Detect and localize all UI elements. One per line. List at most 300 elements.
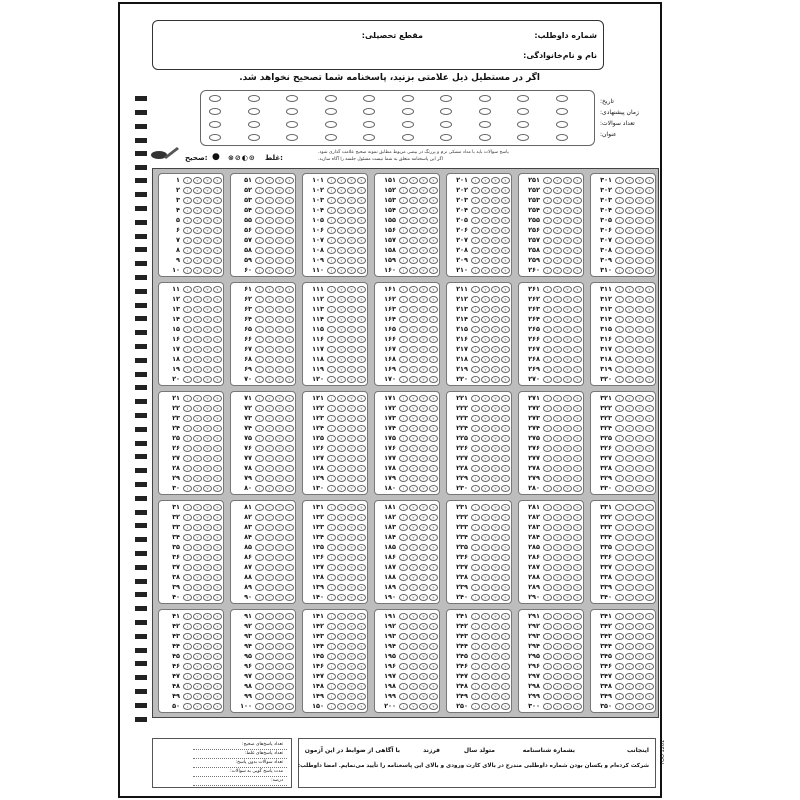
answer-bubble[interactable]: ۴ (573, 376, 582, 383)
answer-bubble[interactable]: ۴ (501, 633, 510, 640)
answer-bubble[interactable]: ۱ (471, 623, 480, 630)
answer-bubble[interactable]: ۲ (409, 673, 418, 680)
answer-bubble[interactable]: ۱ (255, 376, 264, 383)
answer-bubble[interactable]: ۱ (399, 485, 408, 492)
answer-bubble[interactable]: ۱ (543, 346, 552, 353)
answer-bubble[interactable]: ۳ (419, 187, 428, 194)
answer-bubble[interactable]: ۲ (193, 286, 202, 293)
answer-bubble[interactable]: ۳ (347, 435, 356, 442)
answer-bubble[interactable]: ۱ (471, 653, 480, 660)
answer-bubble[interactable]: ۴ (645, 683, 654, 690)
answer-bubble[interactable]: ۴ (213, 623, 222, 630)
answer-bubble[interactable]: ۳ (419, 673, 428, 680)
answer-bubble[interactable]: ۲ (337, 316, 346, 323)
answer-bubble[interactable]: ۲ (553, 316, 562, 323)
answer-bubble[interactable]: ۲ (265, 653, 274, 660)
answer-bubble[interactable]: ۱ (615, 237, 624, 244)
answer-bubble[interactable]: ۴ (645, 574, 654, 581)
answer-bubble[interactable]: ۱ (255, 435, 264, 442)
answer-bubble[interactable]: ۳ (563, 703, 572, 710)
answer-bubble[interactable]: ۲ (193, 336, 202, 343)
code-bubble[interactable] (479, 108, 491, 115)
answer-bubble[interactable]: ۱ (543, 237, 552, 244)
answer-bubble[interactable]: ۴ (573, 475, 582, 482)
answer-bubble[interactable]: ۳ (491, 435, 500, 442)
answer-bubble[interactable]: ۳ (203, 296, 212, 303)
answer-bubble[interactable]: ۱ (471, 613, 480, 620)
answer-bubble[interactable]: ۴ (213, 564, 222, 571)
answer-bubble[interactable]: ۱ (183, 207, 192, 214)
answer-bubble[interactable]: ۴ (357, 524, 366, 531)
answer-bubble[interactable]: ۳ (491, 465, 500, 472)
code-bubble[interactable] (556, 95, 568, 102)
answer-bubble[interactable]: ۳ (635, 217, 644, 224)
answer-bubble[interactable]: ۱ (327, 336, 336, 343)
answer-bubble[interactable]: ۱ (255, 514, 264, 521)
answer-bubble[interactable]: ۲ (337, 326, 346, 333)
answer-bubble[interactable]: ۱ (543, 663, 552, 670)
answer-bubble[interactable]: ۱ (183, 425, 192, 432)
answer-bubble[interactable]: ۳ (275, 663, 284, 670)
answer-bubble[interactable]: ۳ (275, 346, 284, 353)
answer-bubble[interactable]: ۱ (255, 653, 264, 660)
answer-bubble[interactable]: ۳ (347, 564, 356, 571)
code-bubble[interactable] (402, 95, 414, 102)
answer-bubble[interactable]: ۳ (275, 544, 284, 551)
answer-bubble[interactable]: ۲ (193, 683, 202, 690)
answer-bubble[interactable]: ۳ (563, 227, 572, 234)
answer-bubble[interactable]: ۴ (645, 653, 654, 660)
answer-bubble[interactable]: ۳ (275, 703, 284, 710)
answer-bubble[interactable]: ۲ (481, 584, 490, 591)
answer-bubble[interactable]: ۲ (553, 435, 562, 442)
answer-bubble[interactable]: ۳ (635, 445, 644, 452)
answer-bubble[interactable]: ۱ (183, 683, 192, 690)
answer-bubble[interactable]: ۱ (615, 346, 624, 353)
answer-bubble[interactable]: ۳ (635, 693, 644, 700)
answer-bubble[interactable]: ۲ (625, 574, 634, 581)
answer-bubble[interactable]: ۱ (327, 257, 336, 264)
answer-bubble[interactable]: ۲ (553, 475, 562, 482)
answer-bubble[interactable]: ۱ (327, 633, 336, 640)
answer-bubble[interactable]: ۱ (615, 405, 624, 412)
answer-bubble[interactable]: ۲ (193, 524, 202, 531)
answer-bubble[interactable]: ۳ (203, 594, 212, 601)
answer-bubble[interactable]: ۴ (501, 336, 510, 343)
answer-bubble[interactable]: ۳ (275, 376, 284, 383)
answer-bubble[interactable]: ۱ (255, 524, 264, 531)
answer-bubble[interactable]: ۴ (285, 306, 294, 313)
answer-bubble[interactable]: ۳ (275, 435, 284, 442)
answer-bubble[interactable]: ۱ (399, 306, 408, 313)
answer-bubble[interactable]: ۳ (203, 653, 212, 660)
answer-bubble[interactable]: ۲ (193, 306, 202, 313)
answer-bubble[interactable]: ۳ (347, 405, 356, 412)
answer-bubble[interactable]: ۱ (615, 445, 624, 452)
answer-bubble[interactable]: ۲ (409, 564, 418, 571)
answer-bubble[interactable]: ۴ (501, 465, 510, 472)
answer-bubble[interactable]: ۲ (265, 663, 274, 670)
code-bubble[interactable] (248, 95, 260, 102)
answer-bubble[interactable]: ۳ (491, 286, 500, 293)
answer-bubble[interactable]: ۳ (491, 564, 500, 571)
answer-bubble[interactable]: ۱ (543, 613, 552, 620)
answer-bubble[interactable]: ۱ (183, 613, 192, 620)
answer-bubble[interactable]: ۲ (409, 425, 418, 432)
answer-bubble[interactable]: ۴ (573, 366, 582, 373)
answer-bubble[interactable]: ۱ (471, 237, 480, 244)
answer-bubble[interactable]: ۱ (183, 237, 192, 244)
answer-bubble[interactable]: ۴ (573, 594, 582, 601)
answer-bubble[interactable]: ۴ (213, 554, 222, 561)
answer-bubble[interactable]: ۴ (213, 465, 222, 472)
answer-bubble[interactable]: ۳ (347, 524, 356, 531)
answer-bubble[interactable]: ۱ (399, 296, 408, 303)
answer-bubble[interactable]: ۳ (635, 703, 644, 710)
answer-bubble[interactable]: ۴ (645, 594, 654, 601)
answer-bubble[interactable]: ۲ (193, 643, 202, 650)
answer-bubble[interactable]: ۴ (645, 395, 654, 402)
answer-bubble[interactable]: ۴ (573, 544, 582, 551)
answer-bubble[interactable]: ۱ (255, 504, 264, 511)
answer-bubble[interactable]: ۲ (625, 257, 634, 264)
answer-bubble[interactable]: ۲ (481, 346, 490, 353)
answer-bubble[interactable]: ۴ (429, 584, 438, 591)
answer-bubble[interactable]: ۱ (255, 197, 264, 204)
answer-bubble[interactable]: ۴ (645, 187, 654, 194)
answer-bubble[interactable]: ۳ (347, 177, 356, 184)
answer-bubble[interactable]: ۳ (275, 227, 284, 234)
answer-bubble[interactable]: ۱ (399, 267, 408, 274)
answer-bubble[interactable]: ۴ (285, 366, 294, 373)
answer-bubble[interactable]: ۲ (193, 356, 202, 363)
answer-bubble[interactable]: ۲ (553, 376, 562, 383)
answer-bubble[interactable]: ۲ (265, 376, 274, 383)
answer-bubble[interactable]: ۱ (471, 306, 480, 313)
answer-bubble[interactable]: ۳ (563, 197, 572, 204)
answer-bubble[interactable]: ۳ (635, 356, 644, 363)
answer-bubble[interactable]: ۲ (409, 514, 418, 521)
answer-bubble[interactable]: ۴ (213, 663, 222, 670)
answer-bubble[interactable]: ۳ (275, 653, 284, 660)
answer-bubble[interactable]: ۳ (347, 415, 356, 422)
answer-bubble[interactable]: ۲ (553, 485, 562, 492)
answer-bubble[interactable]: ۲ (481, 415, 490, 422)
answer-bubble[interactable]: ۲ (193, 465, 202, 472)
answer-bubble[interactable]: ۳ (419, 693, 428, 700)
answer-bubble[interactable]: ۴ (573, 564, 582, 571)
answer-bubble[interactable]: ۴ (285, 445, 294, 452)
answer-bubble[interactable]: ۱ (183, 554, 192, 561)
answer-bubble[interactable]: ۲ (193, 316, 202, 323)
answer-bubble[interactable]: ۲ (625, 247, 634, 254)
answer-bubble[interactable]: ۱ (399, 425, 408, 432)
answer-bubble[interactable]: ۴ (645, 584, 654, 591)
answer-bubble[interactable]: ۴ (573, 425, 582, 432)
answer-bubble[interactable]: ۴ (357, 286, 366, 293)
answer-bubble[interactable]: ۱ (255, 425, 264, 432)
answer-bubble[interactable]: ۴ (285, 435, 294, 442)
code-bubble[interactable] (286, 108, 298, 115)
answer-bubble[interactable]: ۲ (481, 207, 490, 214)
answer-bubble[interactable]: ۴ (285, 197, 294, 204)
answer-bubble[interactable]: ۱ (399, 445, 408, 452)
answer-bubble[interactable]: ۲ (265, 683, 274, 690)
answer-bubble[interactable]: ۴ (429, 177, 438, 184)
answer-bubble[interactable]: ۱ (399, 237, 408, 244)
answer-bubble[interactable]: ۱ (327, 613, 336, 620)
answer-bubble[interactable]: ۴ (573, 267, 582, 274)
answer-bubble[interactable]: ۴ (357, 296, 366, 303)
answer-bubble[interactable]: ۲ (409, 465, 418, 472)
answer-bubble[interactable]: ۲ (481, 435, 490, 442)
answer-bubble[interactable]: ۴ (357, 237, 366, 244)
answer-bubble[interactable]: ۲ (337, 346, 346, 353)
answer-bubble[interactable]: ۳ (203, 534, 212, 541)
answer-bubble[interactable]: ۳ (203, 623, 212, 630)
answer-bubble[interactable]: ۱ (327, 673, 336, 680)
answer-bubble[interactable]: ۳ (635, 346, 644, 353)
answer-bubble[interactable]: ۳ (635, 653, 644, 660)
answer-bubble[interactable]: ۴ (429, 574, 438, 581)
answer-bubble[interactable]: ۳ (347, 346, 356, 353)
answer-bubble[interactable]: ۱ (543, 485, 552, 492)
answer-bubble[interactable]: ۴ (645, 415, 654, 422)
answer-bubble[interactable]: ۲ (337, 425, 346, 432)
answer-bubble[interactable]: ۳ (491, 475, 500, 482)
answer-bubble[interactable]: ۴ (501, 227, 510, 234)
answer-bubble[interactable]: ۲ (553, 623, 562, 630)
answer-bubble[interactable]: ۴ (573, 405, 582, 412)
answer-bubble[interactable]: ۴ (285, 643, 294, 650)
answer-bubble[interactable]: ۳ (347, 544, 356, 551)
answer-bubble[interactable]: ۱ (471, 673, 480, 680)
answer-bubble[interactable]: ۱ (399, 504, 408, 511)
answer-bubble[interactable]: ۴ (285, 693, 294, 700)
answer-bubble[interactable]: ۴ (573, 187, 582, 194)
answer-bubble[interactable]: ۴ (285, 217, 294, 224)
answer-bubble[interactable]: ۴ (573, 306, 582, 313)
answer-bubble[interactable]: ۳ (491, 445, 500, 452)
answer-bubble[interactable]: ۲ (337, 643, 346, 650)
answer-bubble[interactable]: ۱ (183, 247, 192, 254)
answer-bubble[interactable]: ۲ (481, 257, 490, 264)
answer-bubble[interactable]: ۱ (471, 247, 480, 254)
answer-bubble[interactable]: ۲ (481, 633, 490, 640)
answer-bubble[interactable]: ۴ (573, 356, 582, 363)
answer-bubble[interactable]: ۴ (501, 683, 510, 690)
answer-bubble[interactable]: ۲ (409, 703, 418, 710)
answer-bubble[interactable]: ۳ (203, 673, 212, 680)
answer-bubble[interactable]: ۴ (573, 693, 582, 700)
answer-bubble[interactable]: ۳ (347, 574, 356, 581)
answer-bubble[interactable]: ۲ (193, 415, 202, 422)
answer-bubble[interactable]: ۲ (193, 485, 202, 492)
answer-bubble[interactable]: ۲ (481, 237, 490, 244)
answer-bubble[interactable]: ۴ (501, 554, 510, 561)
answer-bubble[interactable]: ۴ (501, 286, 510, 293)
answer-bubble[interactable]: ۳ (563, 237, 572, 244)
answer-bubble[interactable]: ۱ (615, 475, 624, 482)
answer-bubble[interactable]: ۱ (543, 395, 552, 402)
answer-bubble[interactable]: ۱ (399, 703, 408, 710)
answer-bubble[interactable]: ۳ (203, 376, 212, 383)
answer-bubble[interactable]: ۳ (275, 574, 284, 581)
answer-bubble[interactable]: ۲ (481, 376, 490, 383)
answer-bubble[interactable]: ۳ (275, 316, 284, 323)
answer-bubble[interactable]: ۱ (327, 594, 336, 601)
answer-bubble[interactable]: ۲ (193, 267, 202, 274)
answer-bubble[interactable]: ۳ (419, 207, 428, 214)
answer-bubble[interactable]: ۳ (563, 336, 572, 343)
answer-bubble[interactable]: ۳ (419, 257, 428, 264)
answer-bubble[interactable]: ۲ (409, 316, 418, 323)
answer-bubble[interactable]: ۴ (285, 395, 294, 402)
answer-bubble[interactable]: ۲ (337, 306, 346, 313)
answer-bubble[interactable]: ۳ (275, 673, 284, 680)
answer-bubble[interactable]: ۳ (635, 544, 644, 551)
answer-bubble[interactable]: ۳ (347, 613, 356, 620)
answer-bubble[interactable]: ۴ (213, 485, 222, 492)
answer-bubble[interactable]: ۱ (183, 663, 192, 670)
answer-bubble[interactable]: ۳ (635, 415, 644, 422)
answer-bubble[interactable]: ۱ (471, 534, 480, 541)
answer-bubble[interactable]: ۲ (481, 564, 490, 571)
answer-bubble[interactable]: ۴ (645, 197, 654, 204)
answer-bubble[interactable]: ۴ (285, 584, 294, 591)
answer-bubble[interactable]: ۱ (471, 703, 480, 710)
answer-bubble[interactable]: ۳ (275, 524, 284, 531)
answer-bubble[interactable]: ۳ (347, 197, 356, 204)
answer-bubble[interactable]: ۱ (399, 247, 408, 254)
answer-bubble[interactable]: ۳ (275, 296, 284, 303)
answer-bubble[interactable]: ۴ (573, 445, 582, 452)
answer-bubble[interactable]: ۳ (563, 425, 572, 432)
answer-bubble[interactable]: ۳ (419, 524, 428, 531)
answer-bubble[interactable]: ۱ (399, 286, 408, 293)
answer-bubble[interactable]: ۱ (255, 683, 264, 690)
code-bubble[interactable] (209, 121, 221, 128)
answer-bubble[interactable]: ۱ (183, 594, 192, 601)
answer-bubble[interactable]: ۲ (481, 326, 490, 333)
answer-bubble[interactable]: ۱ (183, 653, 192, 660)
answer-bubble[interactable]: ۳ (203, 257, 212, 264)
answer-bubble[interactable]: ۴ (429, 594, 438, 601)
answer-bubble[interactable]: ۱ (543, 207, 552, 214)
answer-bubble[interactable]: ۱ (327, 514, 336, 521)
answer-bubble[interactable]: ۴ (213, 455, 222, 462)
answer-bubble[interactable]: ۱ (543, 306, 552, 313)
answer-bubble[interactable]: ۴ (501, 534, 510, 541)
answer-bubble[interactable]: ۳ (491, 326, 500, 333)
answer-bubble[interactable]: ۲ (625, 544, 634, 551)
answer-bubble[interactable]: ۴ (285, 524, 294, 531)
answer-bubble[interactable]: ۱ (183, 217, 192, 224)
answer-bubble[interactable]: ۲ (265, 267, 274, 274)
answer-bubble[interactable]: ۲ (409, 633, 418, 640)
answer-bubble[interactable]: ۳ (347, 643, 356, 650)
answer-bubble[interactable]: ۲ (625, 693, 634, 700)
answer-bubble[interactable]: ۱ (255, 296, 264, 303)
answer-bubble[interactable]: ۲ (337, 693, 346, 700)
answer-bubble[interactable]: ۲ (553, 366, 562, 373)
answer-bubble[interactable]: ۱ (471, 316, 480, 323)
answer-bubble[interactable]: ۱ (615, 554, 624, 561)
answer-bubble[interactable]: ۳ (275, 405, 284, 412)
answer-bubble[interactable]: ۴ (429, 653, 438, 660)
answer-bubble[interactable]: ۴ (213, 306, 222, 313)
answer-bubble[interactable]: ۲ (337, 257, 346, 264)
answer-bubble[interactable]: ۱ (615, 247, 624, 254)
answer-bubble[interactable]: ۲ (481, 524, 490, 531)
answer-bubble[interactable]: ۴ (429, 465, 438, 472)
answer-bubble[interactable]: ۳ (491, 653, 500, 660)
answer-bubble[interactable]: ۴ (213, 633, 222, 640)
answer-bubble[interactable]: ۱ (615, 187, 624, 194)
answer-bubble[interactable]: ۱ (327, 346, 336, 353)
answer-bubble[interactable]: ۱ (327, 643, 336, 650)
answer-bubble[interactable]: ۴ (213, 366, 222, 373)
answer-bubble[interactable]: ۴ (357, 247, 366, 254)
answer-bubble[interactable]: ۲ (265, 524, 274, 531)
answer-bubble[interactable]: ۱ (183, 485, 192, 492)
answer-bubble[interactable]: ۱ (471, 336, 480, 343)
answer-bubble[interactable]: ۱ (327, 534, 336, 541)
code-bubble[interactable] (363, 134, 375, 141)
answer-bubble[interactable]: ۴ (357, 405, 366, 412)
answer-bubble[interactable]: ۱ (183, 544, 192, 551)
answer-bubble[interactable]: ۲ (481, 425, 490, 432)
answer-bubble[interactable]: ۲ (265, 187, 274, 194)
answer-bubble[interactable]: ۴ (285, 475, 294, 482)
answer-bubble[interactable]: ۲ (481, 485, 490, 492)
answer-bubble[interactable]: ۲ (337, 227, 346, 234)
code-bubble[interactable] (402, 134, 414, 141)
answer-bubble[interactable]: ۲ (553, 187, 562, 194)
answer-bubble[interactable]: ۱ (543, 594, 552, 601)
answer-bubble[interactable]: ۴ (573, 623, 582, 630)
answer-bubble[interactable]: ۴ (357, 227, 366, 234)
answer-bubble[interactable]: ۱ (615, 395, 624, 402)
answer-bubble[interactable]: ۳ (275, 415, 284, 422)
answer-bubble[interactable]: ۱ (399, 663, 408, 670)
answer-bubble[interactable]: ۱ (399, 554, 408, 561)
answer-bubble[interactable]: ۳ (491, 663, 500, 670)
answer-bubble[interactable]: ۴ (357, 633, 366, 640)
answer-bubble[interactable]: ۳ (563, 296, 572, 303)
answer-bubble[interactable]: ۲ (265, 455, 274, 462)
answer-bubble[interactable]: ۴ (645, 405, 654, 412)
answer-bubble[interactable]: ۲ (193, 257, 202, 264)
code-bubble[interactable] (402, 108, 414, 115)
answer-bubble[interactable]: ۲ (265, 207, 274, 214)
code-bubble[interactable] (517, 134, 529, 141)
answer-bubble[interactable]: ۱ (183, 504, 192, 511)
answer-bubble[interactable]: ۲ (481, 445, 490, 452)
answer-bubble[interactable]: ۴ (429, 306, 438, 313)
answer-bubble[interactable]: ۳ (491, 623, 500, 630)
answer-bubble[interactable]: ۴ (357, 455, 366, 462)
answer-bubble[interactable]: ۲ (481, 227, 490, 234)
answer-bubble[interactable]: ۱ (255, 594, 264, 601)
answer-bubble[interactable]: ۱ (615, 376, 624, 383)
answer-bubble[interactable]: ۴ (213, 613, 222, 620)
answer-bubble[interactable]: ۱ (183, 524, 192, 531)
answer-bubble[interactable]: ۲ (553, 395, 562, 402)
answer-bubble[interactable]: ۴ (645, 326, 654, 333)
answer-bubble[interactable]: ۲ (553, 415, 562, 422)
answer-bubble[interactable]: ۳ (491, 534, 500, 541)
